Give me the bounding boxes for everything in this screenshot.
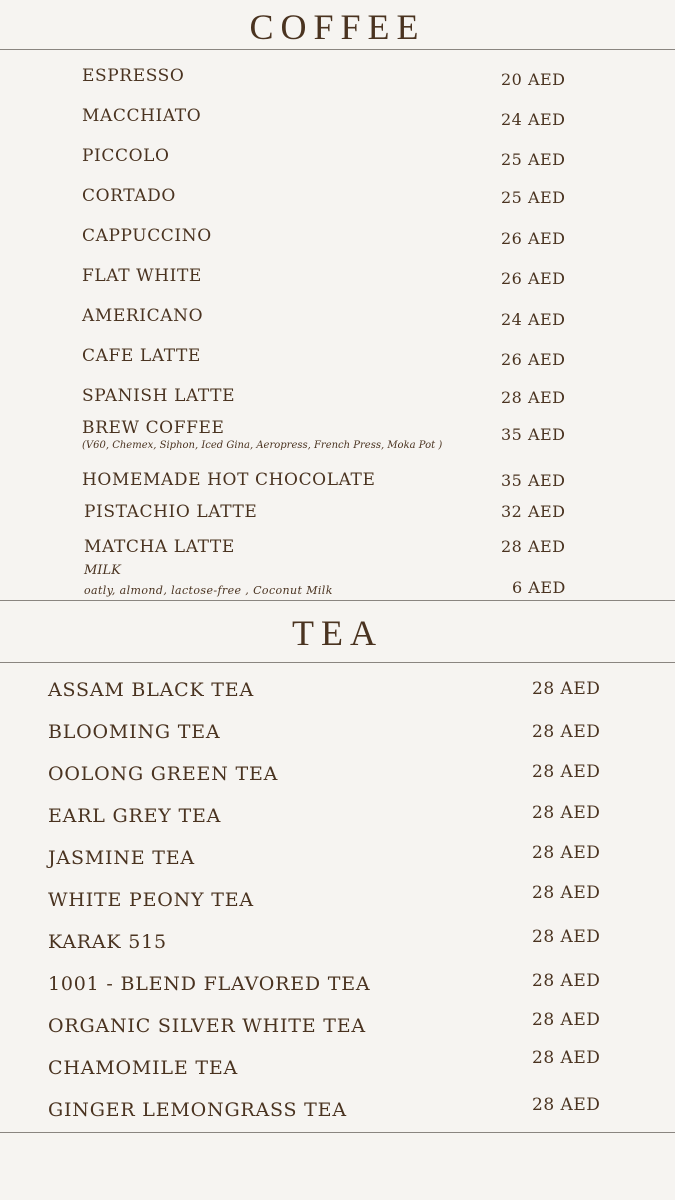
brew-coffee-methods-note: (V60, Chemex, Siphon, Iced Gina, Aeropress, French Press, Moka Pot ): [82, 440, 443, 451]
tea-item-price: 28 AED: [532, 762, 601, 782]
coffee-title: COFFEE: [249, 7, 426, 47]
coffee-item-price: 26 AED: [501, 269, 566, 288]
coffee-item-name: MATCHA LATTE: [84, 537, 235, 557]
tea-item-price: 28 AED: [532, 1010, 601, 1030]
coffee-item-name: CAPPUCCINO: [82, 226, 212, 246]
coffee-top-divider: [0, 49, 675, 50]
coffee-item-name: CORTADO: [82, 186, 176, 206]
coffee-item-price: 26 AED: [501, 229, 566, 248]
tea-item-name: OOLONG GREEN TEA: [48, 763, 279, 785]
coffee-item-price: 20 AED: [501, 70, 566, 89]
tea-top-divider: [0, 662, 675, 663]
tea-item-price: 28 AED: [532, 971, 601, 991]
coffee-item-price: 32 AED: [501, 502, 566, 521]
coffee-item-price: 25 AED: [501, 188, 566, 207]
coffee-item-name: ESPRESSO: [82, 66, 185, 86]
tea-title: TEA: [292, 613, 383, 653]
coffee-item-price: 24 AED: [501, 310, 566, 329]
tea-item-price: 28 AED: [532, 843, 601, 863]
tea-item-price: 28 AED: [532, 927, 601, 947]
tea-item-price: 28 AED: [532, 803, 601, 823]
tea-bottom-divider: [0, 1132, 675, 1133]
coffee-item-price: 25 AED: [501, 150, 566, 169]
coffee-bottom-divider: [0, 600, 675, 601]
milk-label: MILK: [84, 563, 121, 578]
tea-item-price: 28 AED: [532, 883, 601, 903]
tea-item-name: EARL GREY TEA: [48, 805, 222, 827]
coffee-item-name: PICCOLO: [82, 146, 170, 166]
coffee-item-name: HOMEMADE HOT CHOCOLATE: [82, 470, 376, 490]
coffee-item-price: 28 AED: [501, 537, 566, 556]
coffee-item-price: 35 AED: [501, 471, 566, 490]
coffee-item-price: 26 AED: [501, 350, 566, 369]
coffee-item-name: BREW COFFEE: [82, 418, 225, 438]
milk-options: oatly, almond, lactose-free , Coconut Milk: [84, 584, 333, 597]
coffee-item-name: AMERICANO: [82, 306, 204, 326]
tea-item-name: KARAK 515: [48, 931, 167, 953]
coffee-item-name: FLAT WHITE: [82, 266, 202, 286]
coffee-item-price: 28 AED: [501, 388, 566, 407]
coffee-item-name: MACCHIATO: [82, 106, 202, 126]
tea-item-price: 28 AED: [532, 679, 601, 699]
tea-item-name: JASMINE TEA: [48, 847, 195, 869]
tea-item-name: CHAMOMILE TEA: [48, 1057, 239, 1079]
tea-item-name: BLOOMING TEA: [48, 721, 221, 743]
tea-item-name: ORGANIC SILVER WHITE TEA: [48, 1015, 366, 1037]
tea-item-name: ASSAM BLACK TEA: [48, 679, 254, 701]
milk-price: 6 AED: [512, 578, 566, 597]
coffee-item-price: 24 AED: [501, 110, 566, 129]
tea-item-price: 28 AED: [532, 1048, 601, 1068]
coffee-item-name: SPANISH LATTE: [82, 386, 236, 406]
tea-item-name: WHITE PEONY TEA: [48, 889, 254, 911]
tea-item-price: 28 AED: [532, 722, 601, 742]
tea-item-name: 1001 - BLEND FLAVORED TEA: [48, 973, 371, 995]
coffee-item-price: 35 AED: [501, 425, 566, 444]
tea-item-name: GINGER LEMONGRASS TEA: [48, 1099, 347, 1121]
coffee-item-name: PISTACHIO LATTE: [84, 502, 258, 522]
tea-item-price: 28 AED: [532, 1095, 601, 1115]
coffee-item-name: CAFE LATTE: [82, 346, 201, 366]
